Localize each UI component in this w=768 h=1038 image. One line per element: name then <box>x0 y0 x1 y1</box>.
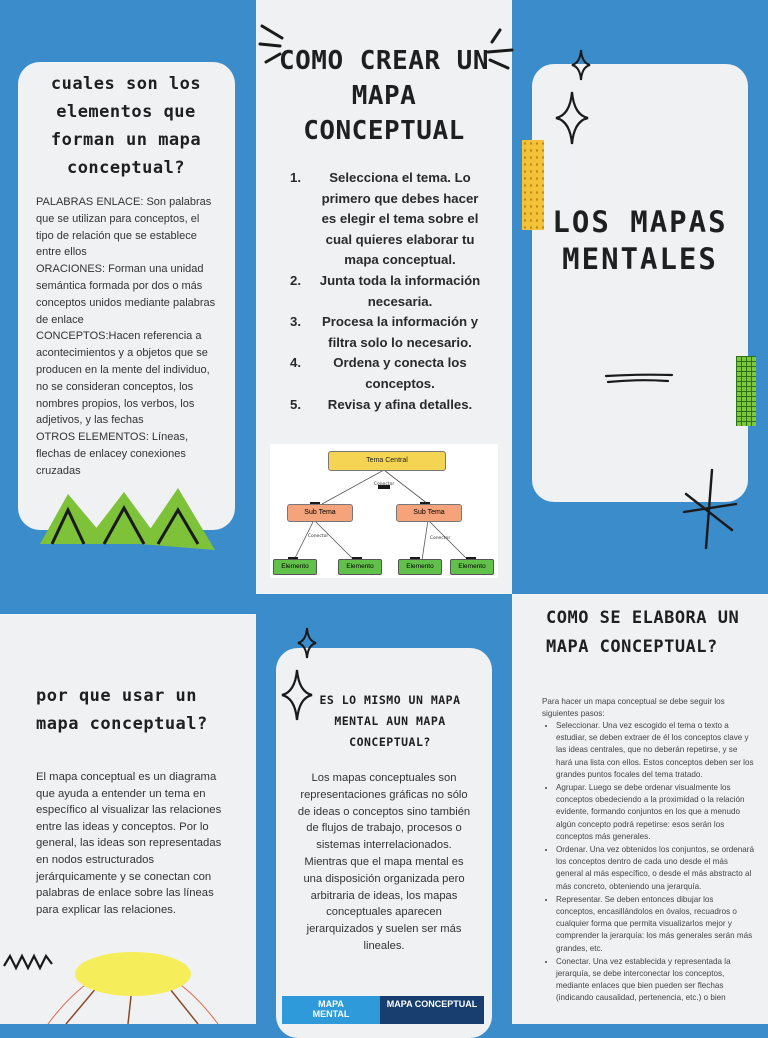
element-node: Elemento <box>398 559 442 575</box>
steps-bullet-list <box>542 720 754 1006</box>
step-item: 1. Selecciona el tema. Lo primero que debes hacer es elegir el tema sobre el cual quieres elaborar tu mapa conceptual. <box>290 170 479 268</box>
paragraph-conceptos: CONCEPTOS:Hacen referencia a acontecimientos y a objetos que se producen en la mente del individuo, no se consideran conceptos, los nombres propios, los verbos, los adjetivos, y las fechas <box>36 330 210 427</box>
elements-body <box>36 194 220 480</box>
why-use-title: por que usar un mapa conceptual? <box>36 686 208 734</box>
star-burst-icon <box>680 468 738 550</box>
element-node: Elemento <box>450 559 494 575</box>
mind-maps-title: LOS MAPAS MENTALES <box>552 205 728 276</box>
concept-map-diagram <box>270 444 498 578</box>
steps-list <box>290 168 486 415</box>
list-item: • Representar. Se deben entonces dibujar los conceptos, encasillándolos en óvalos, recuadros o cualquier forma que permita visualizarlos mejor y comprender la jerarquía: los más generales serán más grandes, etc. <box>556 894 754 955</box>
how-to-elaborate-intro: Para hacer un mapa conceptual se debe seguir los siguientes pasos: <box>542 697 725 718</box>
how-to-elaborate-title: COMO SE ELABORA UN MAPA CONCEPTUAL? <box>546 608 740 657</box>
paragraph-palabras-enlace: PALABRAS ENLACE: Son palabras que se utilizan para conceptos, el tipo de relación que se establece entre ellos <box>36 196 212 259</box>
green-triangles-decoration <box>40 488 215 550</box>
subtopic-node: Sub Tema <box>396 504 462 522</box>
green-tape-decoration <box>736 356 756 426</box>
central-node: Tema Central <box>328 451 446 471</box>
double-line-decoration <box>604 370 674 386</box>
spark-lines-right-icon <box>486 28 516 70</box>
element-node: Elemento <box>273 559 317 575</box>
step-item: 2. Junta toda la información necesaria. <box>290 272 481 309</box>
list-item: • Seleccionar. Una vez escogido el tema o texto a estudiar, se deben extraer de él los conceptos clave y las ideas centrales, que no deberán repetirse, y se hará una lista con ellos. Estos conceptos deben ser los grandes puntos focales del tema tratado. <box>556 720 754 781</box>
comparison-body: Los mapas conceptuales son representaciones gráficas no sólo de ideas o conceptos sino también de flujos de trabajo, procesos o sistemas interrelacionados. Mientras que el mapa mental es una disposición organizada pero arbitraria de ideas, los mapas conceptuales aparecen jerarquizados y suelen ser más lineales. <box>297 772 471 952</box>
list-item: • Agrupar. Luego se debe ordenar visualmente los conceptos obedeciendo a la proximidad o la relación evidente, formando conjuntos en los que a menudo algún concepto podrá repetirse: esos serán los conceptos más generales. <box>556 782 754 843</box>
sparkle-small-icon <box>572 50 590 80</box>
header-mapa-mental: MAPA MENTAL <box>282 996 380 1024</box>
subtopic-node: Sub Tema <box>287 504 353 522</box>
how-to-create-title: COMO CREAR UN MAPA CONCEPTUAL <box>279 46 489 146</box>
header-mapa-conceptual: MAPA CONCEPTUAL <box>380 996 484 1024</box>
connector-label: Conector <box>373 482 395 487</box>
step-item: 5. Revisa y afina detalles. <box>290 396 473 412</box>
connector-label: Conector <box>307 534 329 539</box>
comparison-table-header <box>282 996 484 1024</box>
step-item: 3. Procesa la información y filtra solo lo necesario. <box>290 314 479 350</box>
paragraph-oraciones: ORACIONES: Forman una unidad semántica formada por dos o más conceptos unidos mediante palabras de enlace <box>36 263 216 326</box>
comparison-title: ES LO MISMO UN MAPA MENTAL AUN MAPA CONCEPTUAL? <box>319 693 461 749</box>
connector-label: Conector <box>429 536 451 541</box>
sparkle-large-icon <box>556 92 588 144</box>
list-item: • Ordenar. Una vez obtenidos los conjuntos, se ordenará los conceptos dentro de cada uno desde el más general al más específico, o desde el más abstracto al más concreto, obteniendo una jerarquía. <box>556 844 754 893</box>
sparkle-small-icon <box>298 628 316 658</box>
elements-title: cuales son los elementos que forman un mapa conceptual? <box>50 74 202 178</box>
list-item: • Conectar. Una vez establecida y representada la jerarquía, se debe interconectar los conceptos, mediante enlaces que bien pueden ser flechas (indicando causalidad, pertenencia, etc.) o bien <box>556 956 754 1005</box>
step-item: 4. Ordena y conecta los conceptos. <box>290 355 467 391</box>
paragraph-otros-elementos: OTROS ELEMENTOS: Líneas, flechas de enlacey conexiones cruzadas <box>36 431 189 477</box>
element-node: Elemento <box>338 559 382 575</box>
why-use-body: El mapa conceptual es un diagrama que ayuda a entender un tema en específico al visualizar las relaciones entre las ideas y conceptos. Por lo general, las ideas son representadas en nodos estructurados jerárquicamente y se conectan con palabras de enlace sobre las líneas para explicar las relaciones. <box>36 771 222 916</box>
yellow-tape-decoration <box>522 140 544 230</box>
sun-illustration <box>38 950 228 1024</box>
